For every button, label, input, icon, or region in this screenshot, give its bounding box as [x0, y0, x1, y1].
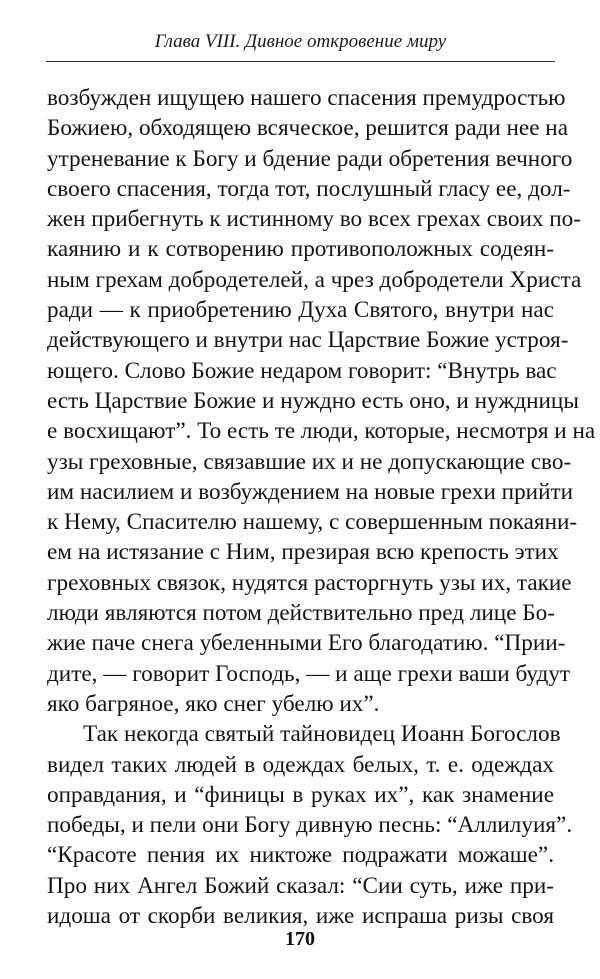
- text-line: жен прибегнуть к истинному во всех грехах своих по-: [47, 206, 581, 233]
- text-line: ющего. Слово Божие недаром говорит: “Внутрь вас: [47, 357, 557, 384]
- text-line: жие паче снега убеленными Его благодатию. “Прии-: [47, 630, 566, 657]
- text-line: Божиею, обходящею всяческое, решится ради нее на: [47, 115, 568, 142]
- text-line: к Нему, Спасителю нашему, с совершенным покаяни-: [47, 509, 578, 536]
- text-line: Про них Ангел Божий сказал: “Сии суть, иже при-: [47, 872, 554, 899]
- text-line: своего спасения, тогда тот, послушный гласу ее, дол-: [47, 175, 571, 202]
- text-line: греховных связок, нудятся расторгнуть узы их, такие: [47, 569, 572, 596]
- text-line: люди являются потом действительно пред лице Бо-: [47, 600, 555, 627]
- text-line: победы, и пели они Богу дивную песнь: “Аллилуия”.: [47, 812, 573, 839]
- text-line: утреневание к Богу и бдение ради обретения вечного: [47, 145, 573, 172]
- text-line: узы греховные, связавшие их и не допускающие сво-: [47, 448, 572, 475]
- text-line: “Красоте пения их никтоже подражати можаше”.: [47, 842, 554, 869]
- text-line: е восхищают”. То есть те люди, которые, несмотря и на: [47, 418, 596, 445]
- text-line: идоша от скорби великия, иже испраша ризы своя: [47, 903, 554, 930]
- text-line: видел таких людей в одеждах белых, т. е. одеждах: [47, 751, 554, 778]
- text-line-paragraph-start: Так некогда святый тайновидец Иоанн Богослов: [83, 721, 561, 748]
- text-line: оправдания, и “финицы в руках их”, как знамение: [47, 781, 554, 808]
- text-line: есть Царствие Божие и нуждно есть оно, и нуждницы: [47, 387, 579, 414]
- text-line: возбужден ищущею нашего спасения премудростью: [47, 85, 566, 111]
- text-line: дите, — говорит Господь, — и аще грехи ваши будут: [47, 660, 571, 687]
- page-number: 170: [285, 928, 315, 950]
- text-line: ради — к приобретению Духа Святого, внутри нас: [47, 297, 554, 324]
- text-line: каянию и к сотворению противоположных содеян-: [47, 236, 554, 263]
- text-line-paragraph-end: яко багряное, яко снег убелю их”.: [47, 690, 380, 717]
- running-head: Глава VIII. Дивное откровение миру: [154, 31, 447, 52]
- body-text: [47, 83, 596, 931]
- text-line: ным грехам добродетелей, а чрез добродетели Христа: [47, 266, 582, 293]
- text-line: ем на истязание с Ним, презирая всю крепость этих: [47, 539, 559, 566]
- header-rule: [46, 61, 555, 62]
- text-line: действующего и внутри нас Царствие Божие устроя-: [47, 327, 569, 354]
- text-line: им насилием и возбуждением на новые грехи прийти: [47, 478, 574, 505]
